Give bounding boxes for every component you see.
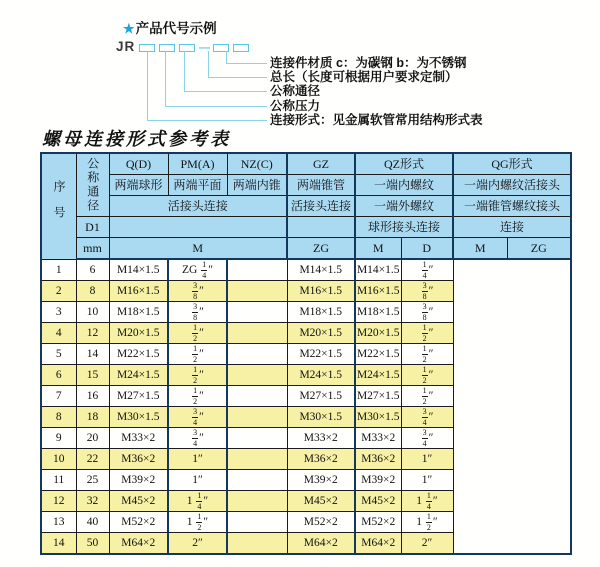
cell-dn: 18 bbox=[76, 407, 109, 428]
cell-gz: $\frac{3}{8}$ ″ bbox=[168, 302, 227, 323]
header-empty-cell bbox=[287, 217, 355, 238]
table-row bbox=[41, 323, 571, 344]
table-row bbox=[41, 259, 571, 281]
cell-seq: 13 bbox=[41, 512, 76, 533]
cell-dn: 32 bbox=[76, 491, 109, 512]
cell-qg-m: M27×1.5 bbox=[355, 386, 401, 407]
cell-qg-zg: $\frac{3}{4}$ ″ bbox=[401, 407, 453, 428]
cell-dn: 8 bbox=[76, 281, 109, 302]
table-row bbox=[41, 386, 571, 407]
cell-qg-zg: $\frac{1}{2}$ ″ bbox=[401, 386, 453, 407]
header-qg-row4: 连接 bbox=[453, 217, 571, 238]
header-gz-code: GZ bbox=[287, 153, 355, 175]
table-body bbox=[41, 259, 571, 554]
cell-qg-m: M24×1.5 bbox=[355, 365, 401, 386]
cell-qz-m bbox=[227, 302, 287, 323]
cell-dn: 40 bbox=[76, 512, 109, 533]
header-qz-d: D bbox=[401, 238, 453, 260]
header-q-sub: 两端球形 bbox=[109, 175, 168, 196]
header-seq: 序号 bbox=[41, 153, 76, 259]
cell-m: M45×2 bbox=[109, 491, 168, 512]
cell-dn: 20 bbox=[76, 428, 109, 449]
table-row bbox=[41, 428, 571, 449]
cell-gz: $\frac{1}{2}$ ″ bbox=[168, 344, 227, 365]
cell-qg-zg: 1 $\frac{1}{4}$ ″ bbox=[401, 491, 453, 512]
product-code-prefix: JR bbox=[116, 39, 136, 54]
cell-gz: $\frac{3}{4}$ ″ bbox=[168, 428, 227, 449]
cell-m: M33×2 bbox=[109, 428, 168, 449]
cell-qz-d: M24×1.5 bbox=[287, 365, 355, 386]
cell-qz-d: M39×2 bbox=[287, 470, 355, 491]
cell-qz-d: M20×1.5 bbox=[287, 323, 355, 344]
cell-qg-m: M18×1.5 bbox=[355, 302, 401, 323]
cell-m: M18×1.5 bbox=[109, 302, 168, 323]
cell-seq: 12 bbox=[41, 491, 76, 512]
cell-dn: 10 bbox=[76, 302, 109, 323]
cell-seq: 14 bbox=[41, 533, 76, 555]
cell-qz-m bbox=[227, 259, 287, 281]
header-row-1 bbox=[41, 153, 571, 175]
table-row bbox=[41, 512, 571, 533]
cell-qz-m bbox=[227, 365, 287, 386]
cell-qg-m: M52×2 bbox=[355, 512, 401, 533]
cell-gz: $\frac{1}{2}$ ″ bbox=[168, 365, 227, 386]
header-qz-title: QZ形式 bbox=[355, 153, 453, 175]
cell-seq: 5 bbox=[41, 344, 76, 365]
header-row-5 bbox=[41, 238, 571, 260]
cell-qg-m: M16×1.5 bbox=[355, 281, 401, 302]
header-nz-sub: 两端内锥 bbox=[227, 175, 287, 196]
header-dn: 公称通径 bbox=[76, 153, 109, 217]
table-row bbox=[41, 302, 571, 323]
cell-gz: $\frac{3}{8}$ ″ bbox=[168, 281, 227, 302]
table-row bbox=[41, 449, 571, 470]
cell-seq: 1 bbox=[41, 259, 76, 281]
cell-qz-m bbox=[227, 323, 287, 344]
header-row-3 bbox=[41, 196, 571, 217]
cell-qz-m bbox=[227, 407, 287, 428]
header-row-4 bbox=[41, 217, 571, 238]
table-title: 螺母连接形式参考表 bbox=[42, 129, 231, 149]
header-zg: ZG bbox=[287, 238, 355, 260]
cell-qz-m bbox=[227, 281, 287, 302]
cell-qg-m: M33×2 bbox=[355, 428, 401, 449]
cell-qz-d: M45×2 bbox=[287, 491, 355, 512]
label-connect-form: 连接形式：见金属软管常用结构形式表 bbox=[270, 113, 483, 127]
cell-dn: 50 bbox=[76, 533, 109, 555]
cell-dn: 14 bbox=[76, 344, 109, 365]
cell-m: M52×2 bbox=[109, 512, 168, 533]
header-qz-row2: 一端内螺纹 bbox=[355, 175, 453, 196]
table-row bbox=[41, 344, 571, 365]
header-pm-code: PM(A) bbox=[168, 153, 227, 175]
table-row bbox=[41, 491, 571, 512]
cell-qg-m: M22×1.5 bbox=[355, 344, 401, 365]
connector-line-connect-form bbox=[147, 51, 267, 121]
cell-qg-zg: $\frac{3}{8}$ ″ bbox=[401, 281, 453, 302]
cell-qg-zg: 1 $\frac{1}{2}$ ″ bbox=[401, 512, 453, 533]
cell-seq: 9 bbox=[41, 428, 76, 449]
cell-gz: 1″ bbox=[168, 449, 227, 470]
header-m-span: M bbox=[109, 238, 287, 260]
header-qz-row4: 球形接头连接 bbox=[355, 217, 453, 238]
header-mm: mm bbox=[76, 238, 109, 260]
cell-qz-m bbox=[227, 428, 287, 449]
cell-gz: $\frac{3}{4}$ ″ bbox=[168, 407, 227, 428]
cell-qg-m: M20×1.5 bbox=[355, 323, 401, 344]
table-row bbox=[41, 365, 571, 386]
cell-dn: 16 bbox=[76, 386, 109, 407]
header-qg-m: M bbox=[453, 238, 507, 260]
cell-qg-zg: $\frac{3}{8}$ ″ bbox=[401, 302, 453, 323]
cell-m: M30×1.5 bbox=[109, 407, 168, 428]
header-qg-row2: 一端内螺纹活接头 bbox=[453, 175, 571, 196]
cell-seq: 2 bbox=[41, 281, 76, 302]
cell-m: M64×2 bbox=[109, 533, 168, 555]
cell-qz-m bbox=[227, 386, 287, 407]
header-qz-m: M bbox=[355, 238, 401, 260]
cell-qz-m bbox=[227, 512, 287, 533]
header-gz-sub: 两端锥管 bbox=[287, 175, 355, 196]
cell-m: M24×1.5 bbox=[109, 365, 168, 386]
cell-gz: $\frac{1}{2}$ ″ bbox=[168, 323, 227, 344]
cell-seq: 10 bbox=[41, 449, 76, 470]
cell-dn: 25 bbox=[76, 470, 109, 491]
cell-seq: 8 bbox=[41, 407, 76, 428]
cell-qz-d: M16×1.5 bbox=[287, 281, 355, 302]
cell-qz-d: M64×2 bbox=[287, 533, 355, 555]
cell-dn: 6 bbox=[76, 259, 109, 281]
cell-seq: 3 bbox=[41, 302, 76, 323]
header-d1: D1 bbox=[76, 217, 109, 238]
cell-qz-m bbox=[227, 344, 287, 365]
cell-qz-d: M36×2 bbox=[287, 449, 355, 470]
cell-qg-zg: $\frac{1}{2}$ ″ bbox=[401, 365, 453, 386]
cell-qg-zg: $\frac{1}{2}$ ″ bbox=[401, 344, 453, 365]
cell-qg-zg: $\frac{1}{4}$ ″ bbox=[401, 259, 453, 281]
cell-m: M36×2 bbox=[109, 449, 168, 470]
cell-m: M27×1.5 bbox=[109, 386, 168, 407]
cell-seq: 6 bbox=[41, 365, 76, 386]
cell-m: M22×1.5 bbox=[109, 344, 168, 365]
header-row-2 bbox=[41, 175, 571, 196]
cell-gz: 2″ bbox=[168, 533, 227, 555]
cell-qz-d: M14×1.5 bbox=[287, 259, 355, 281]
table-row bbox=[41, 470, 571, 491]
table-row bbox=[41, 407, 571, 428]
header-gz-union: 活接头连接 bbox=[287, 196, 355, 217]
cell-qg-zg: 2″ bbox=[401, 533, 453, 555]
product-code-heading bbox=[123, 17, 217, 37]
cell-gz: 1 $\frac{1}{4}$ ″ bbox=[168, 491, 227, 512]
star-icon: ★ bbox=[123, 21, 135, 36]
table-head-rows bbox=[41, 153, 571, 259]
header-empty-cell bbox=[109, 217, 287, 238]
label-diameter: 公称通径 bbox=[270, 84, 321, 98]
cell-qg-m: M39×2 bbox=[355, 470, 401, 491]
table-row bbox=[41, 281, 571, 302]
cell-qz-m bbox=[227, 449, 287, 470]
cell-qz-d: M27×1.5 bbox=[287, 386, 355, 407]
cell-qg-zg: $\frac{1}{2}$ ″ bbox=[401, 323, 453, 344]
label-pressure: 公称压力 bbox=[270, 99, 321, 113]
cell-qg-zg: $\frac{3}{4}$ ″ bbox=[401, 428, 453, 449]
cell-qg-m: M30×1.5 bbox=[355, 407, 401, 428]
product-code-heading-text: 产品代号示例 bbox=[135, 21, 217, 36]
cell-gz: 1″ bbox=[168, 470, 227, 491]
cell-m: M20×1.5 bbox=[109, 323, 168, 344]
header-qg-zg: ZG bbox=[507, 238, 571, 260]
cell-qg-m: M36×2 bbox=[355, 449, 401, 470]
cell-m: M14×1.5 bbox=[109, 259, 168, 281]
cell-seq: 11 bbox=[41, 470, 76, 491]
cell-qg-zg: 1″ bbox=[401, 449, 453, 470]
cell-qz-m bbox=[227, 533, 287, 555]
cell-dn: 22 bbox=[76, 449, 109, 470]
cell-seq: 4 bbox=[41, 323, 76, 344]
cell-qg-m: M64×2 bbox=[355, 533, 401, 555]
cell-dn: 15 bbox=[76, 365, 109, 386]
cell-qz-d: M18×1.5 bbox=[287, 302, 355, 323]
table-row bbox=[41, 533, 571, 555]
cell-m: M16×1.5 bbox=[109, 281, 168, 302]
cell-qz-d: M33×2 bbox=[287, 428, 355, 449]
cell-m: M39×2 bbox=[109, 470, 168, 491]
code-dash: — bbox=[199, 42, 210, 54]
header-union-joint: 活接头连接 bbox=[109, 196, 287, 217]
cell-qz-d: M22×1.5 bbox=[287, 344, 355, 365]
cell-qz-d: M30×1.5 bbox=[287, 407, 355, 428]
cell-qz-m bbox=[227, 491, 287, 512]
cell-gz: 1 $\frac{1}{2}$ ″ bbox=[168, 512, 227, 533]
cell-seq: 7 bbox=[41, 386, 76, 407]
header-qg-title: QG形式 bbox=[453, 153, 571, 175]
cell-dn: 12 bbox=[76, 323, 109, 344]
cell-qg-zg: 1″ bbox=[401, 470, 453, 491]
cell-qg-m: M14×1.5 bbox=[355, 259, 401, 281]
nut-connection-table bbox=[40, 152, 572, 555]
cell-qz-m bbox=[227, 470, 287, 491]
header-pm-sub: 两端平面 bbox=[168, 175, 227, 196]
header-q-code: Q(D) bbox=[109, 153, 168, 175]
cell-qg-m: M45×2 bbox=[355, 491, 401, 512]
cell-gz: $\frac{1}{2}$ ″ bbox=[168, 386, 227, 407]
header-nz-code: NZ(C) bbox=[227, 153, 287, 175]
header-qz-row3: 一端外螺纹 bbox=[355, 196, 453, 217]
label-total-length: 总长（长度可根据用户要求定制） bbox=[270, 70, 458, 84]
cell-gz: ZG $\frac{1}{4}$ ″ bbox=[168, 259, 227, 281]
label-material: 连接件材质 c：为碳钢 b：为不锈钢 bbox=[270, 56, 467, 70]
header-qg-row3: 一端锥管螺纹接头 bbox=[453, 196, 571, 217]
cell-qz-d: M52×2 bbox=[287, 512, 355, 533]
